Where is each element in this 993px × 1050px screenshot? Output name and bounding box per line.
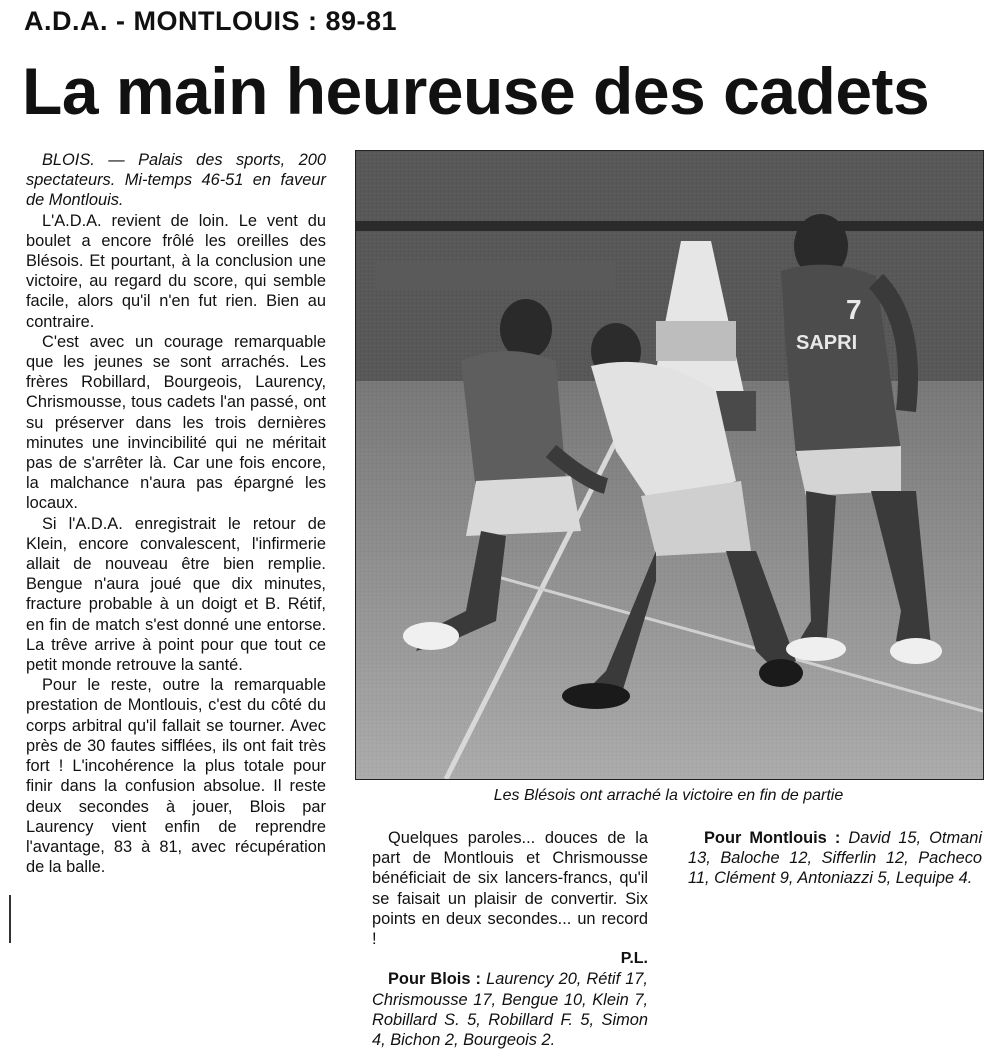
article-lead: BLOIS. — Palais des sports, 200 spectateurs. Mi-temps 46-51 en faveur de Montlouis. bbox=[26, 151, 326, 210]
article-paragraph-2: C'est avec un courage remarquable que les jeunes se sont arrachés. Les frères Robillard, Bourgeois, Laurency, Chrismousse, tous cadets l'an passé, ont su préserver dans les trois dernières minutes une invincibilité qui ne méritait pas de s'arrêter là. Car une fois encore, la malchance n'aura pas épargné les locaux. bbox=[26, 332, 326, 513]
results-blois-players: Laurency 20, Rétif 17, Chrismousse 17, Bengue 10, Klein 7, Robillard S. 5, Robillard F. 5, Simon 4, Bichon 2, Bourgeois 2. bbox=[372, 970, 648, 1050]
article-paragraph-5: Quelques paroles... douces de la part de Montlouis et Chrismousse bénéficiait de six lancers-francs, qu'il se faisait un plaisir de convertir. Six points en deux secondes... un record ! bbox=[372, 829, 648, 949]
basketball-photo bbox=[355, 150, 984, 780]
article-column-right bbox=[688, 828, 982, 889]
margin-mark bbox=[9, 895, 11, 943]
photo-illustration bbox=[356, 151, 983, 779]
headline: La main heureuse des cadets bbox=[22, 54, 930, 128]
results-blois-label: Pour Blois : bbox=[388, 970, 481, 989]
article-column-left bbox=[26, 150, 326, 877]
results-montlouis bbox=[688, 828, 982, 889]
results-montlouis-label: Pour Montlouis : bbox=[704, 829, 841, 847]
jersey-number: 7 bbox=[846, 294, 862, 325]
photo-caption: Les Blésois ont arraché la victoire en fin de partie bbox=[493, 787, 844, 804]
article-paragraph-1: L'A.D.A. revient de loin. Le vent du boulet a encore frôlé les oreilles des Blésois. Et pourtant, à la conclusion une victoire, au regard du score, qui semble facile, alors qu'il n'en fut rien. Bien au contraire. bbox=[26, 211, 326, 331]
jersey-text: SAPRI bbox=[796, 332, 858, 354]
byline: P.L. bbox=[620, 950, 648, 968]
score-kicker: A.D.A. - MONTLOUIS : 89-81 bbox=[24, 6, 398, 36]
article-column-middle bbox=[372, 828, 648, 1050]
article-paragraph-3: Si l'A.D.A. enregistrait le retour de Klein, encore convalescent, l'infirmerie allait de nouveau être bien remplie. Bengue n'aura joué que dix minutes, fracture probable à un doigt et B. Rétif, en fin de match s'est donné une entorse. La trêve arrive à point pour que tout ce petit monde retrouve la santé. bbox=[26, 514, 326, 675]
results-blois bbox=[372, 969, 648, 1050]
article-paragraph-4: Pour le reste, outre la remarquable prestation de Montlouis, c'est du côté du corps arbitral qu'il fallait se tourner. Avec près de 30 fautes sifflées, ils ont fait très fort ! L'incohérence la plus totale pour finir dans la confusion absolue. Il reste deux secondes à jouer, Blois par Laurency vient enfin de reprendre l'avantage, 83 à 81, avec récupération de la balle. bbox=[26, 676, 326, 877]
results-montlouis-players: David 15, Otmani 13, Baloche 12, Sifferlin 12, Pacheco 11, Clément 9, Antoniazzi 5, Lequipe 4. bbox=[688, 829, 982, 888]
